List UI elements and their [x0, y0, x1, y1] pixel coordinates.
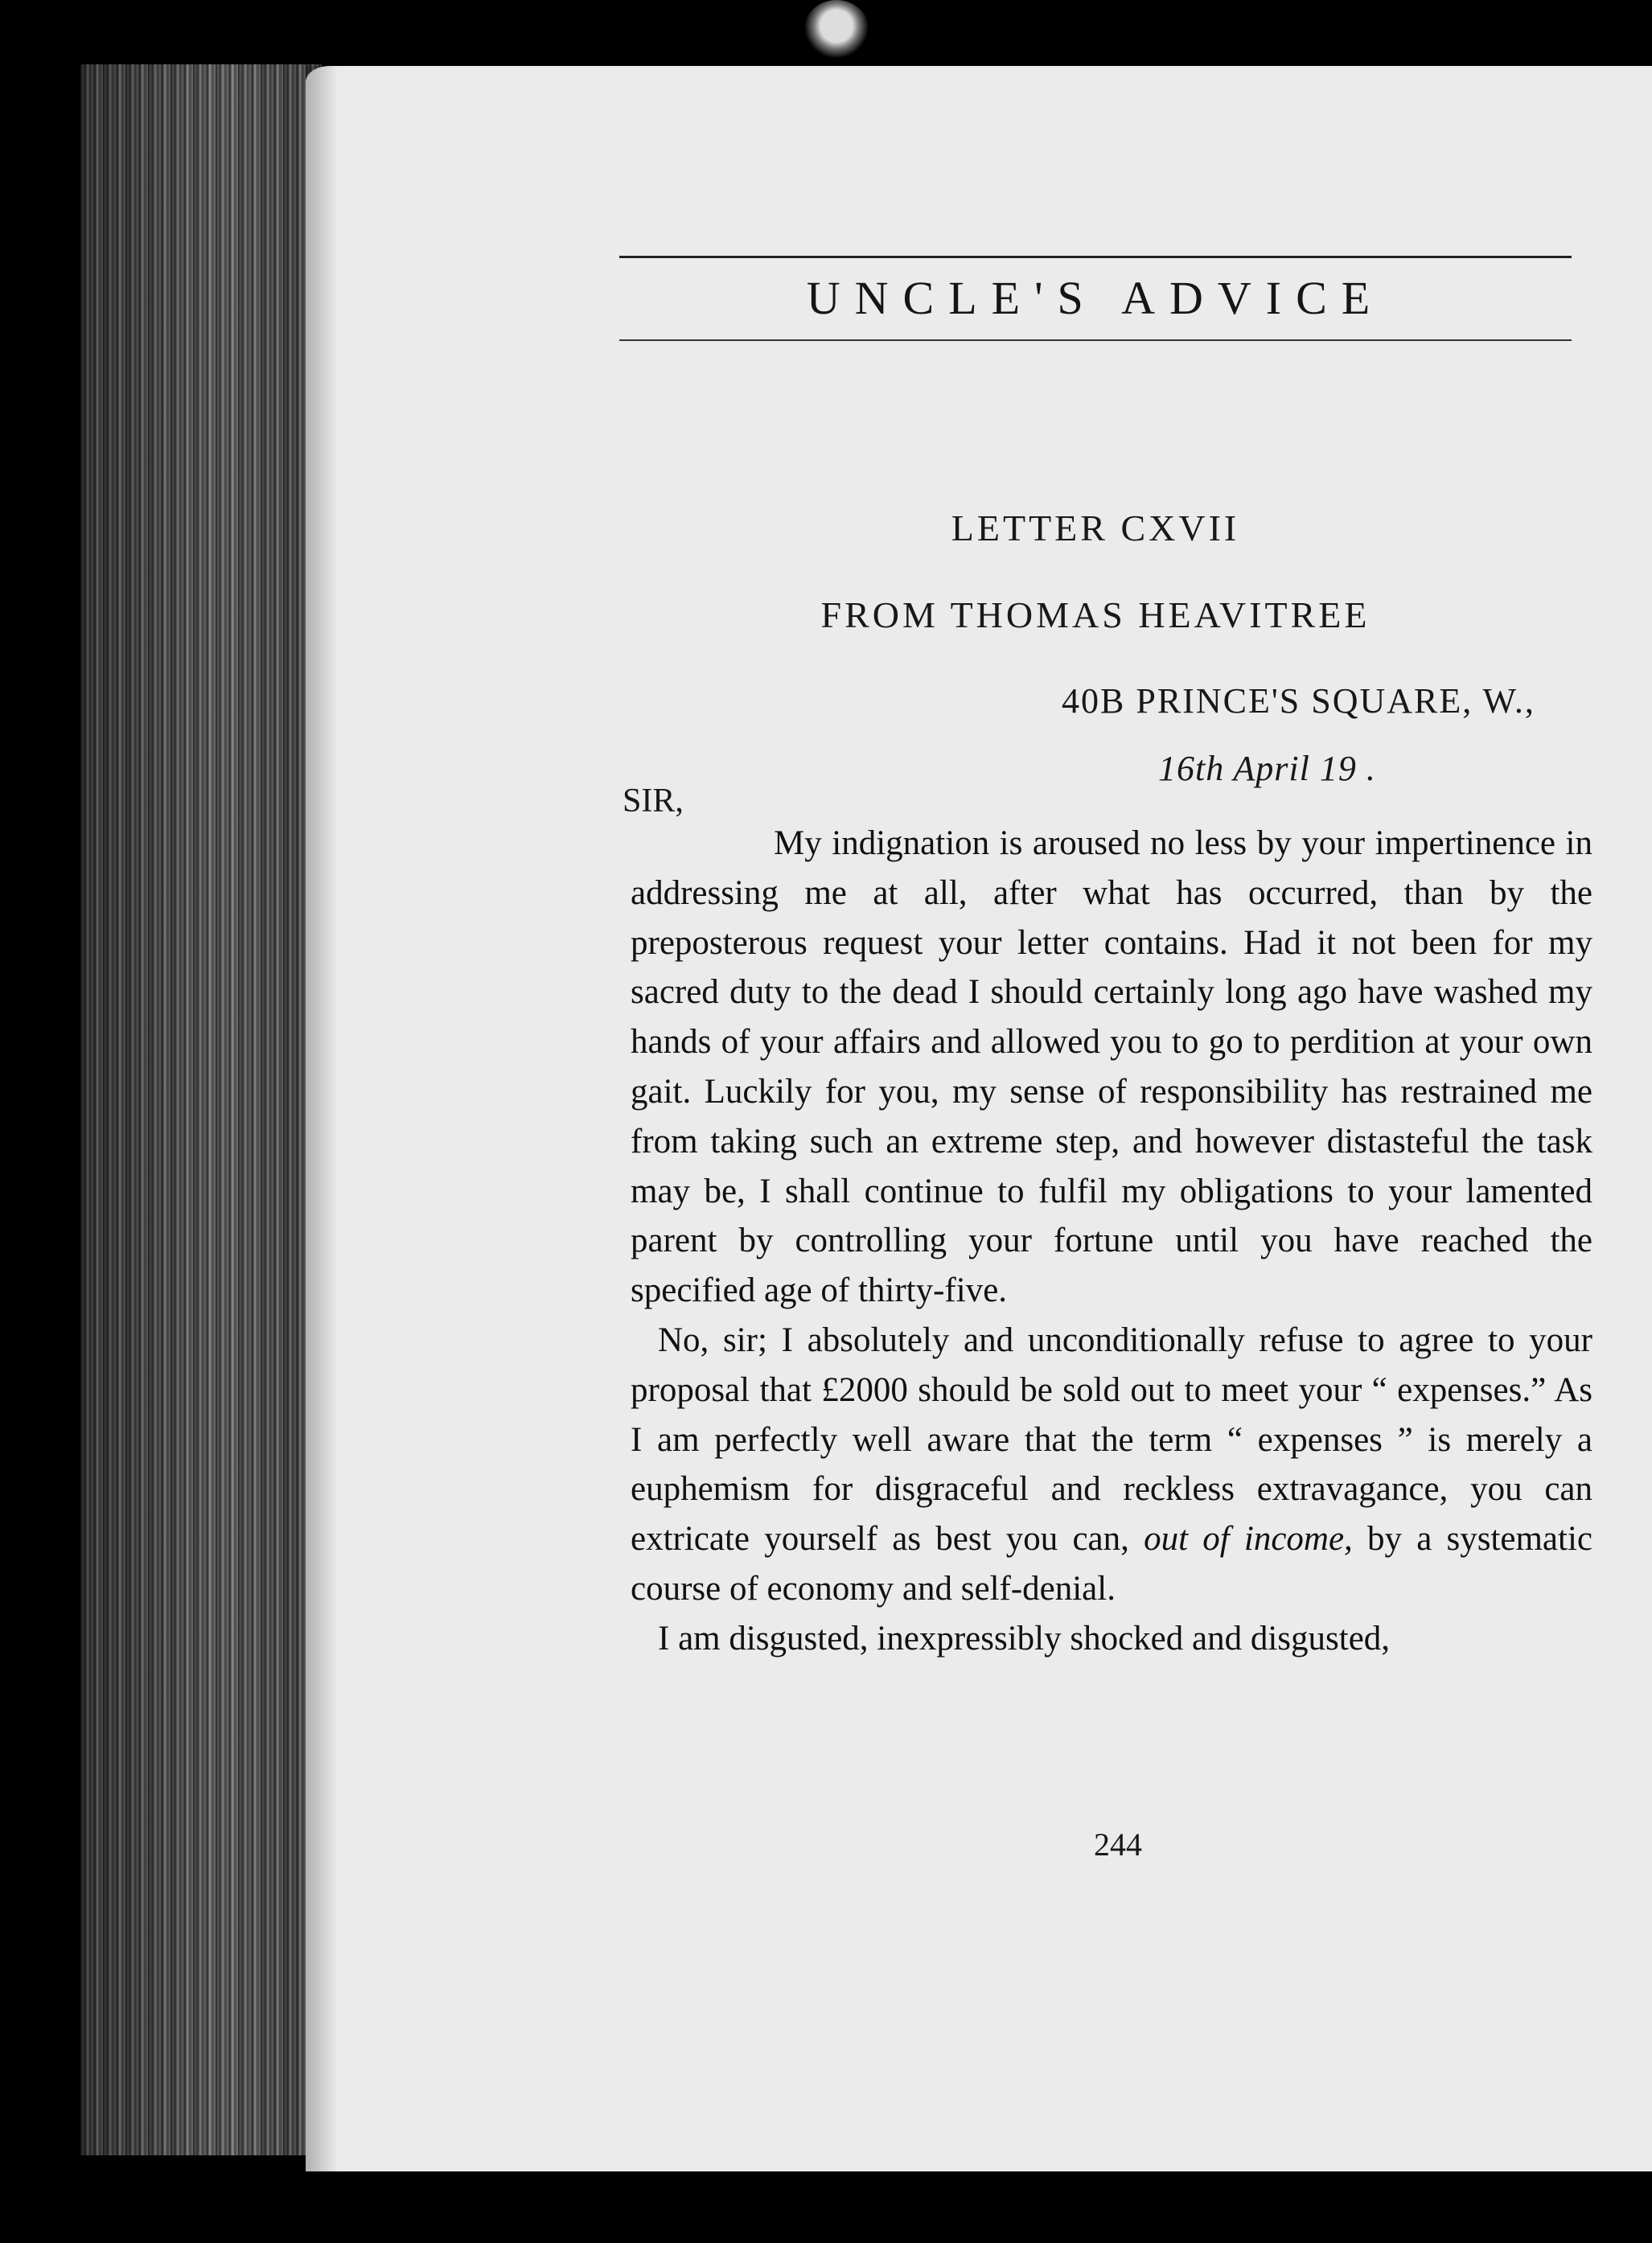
letter-address: 40B PRINCE'S SQUARE, W.,	[1062, 681, 1535, 721]
bottom-rule	[619, 339, 1572, 341]
page-edges	[80, 64, 322, 2155]
emphasis-text: out of income,	[1144, 1520, 1353, 1559]
paragraph-text: No, sir; I absolutely and unconditionally refuse to agree to your proposal that £2000 should be sold out to meet your “ expenses.” As I am perfectly well aware that the term “ expenses ” is merely a euphemism for disgraceful and reckless extravagance, you can extricate yourself as best you can,	[631, 1321, 1592, 1559]
paragraph-text: I am disgusted, inexpressibly shocked and disgusted,	[658, 1619, 1391, 1658]
page-number: 244	[1094, 1826, 1142, 1863]
paragraph	[631, 819, 1592, 1316]
paragraph-text: My indignation is aroused no less by your impertinence in addressing me at all, after what has occurred, than by the preposterous request your letter contains. Had it not been for my sacred duty to the dead I should certainly long ago have washed my hands of your affairs and allowed you to go to perdition at your own gait. Luckily for you, my sense of responsibility has restrained me from taking such an extreme step, and however distasteful the task may be, I shall continue to fulfil my obligations to your lamented parent by controlling your fortune until you have reached the specified age of thirty-five.	[631, 824, 1592, 1310]
salutation: SIR,	[623, 783, 684, 820]
letter-date: 16th April 19 .	[1158, 749, 1376, 788]
paragraph-text: by a systematic course of economy and self-denial.	[631, 1520, 1593, 1608]
letter-sender: FROM THOMAS HEAVITREE	[820, 594, 1371, 635]
letter-number: LETTER CXVII	[951, 507, 1240, 548]
scan-artifact	[804, 0, 869, 58]
paragraph	[631, 1316, 1592, 1614]
letter-body	[631, 819, 1592, 1664]
bottom-shadow	[306, 2171, 1652, 2243]
running-title: UNCLE'S ADVICE	[806, 272, 1385, 324]
paragraph	[631, 1614, 1592, 1664]
running-head	[619, 256, 1572, 341]
